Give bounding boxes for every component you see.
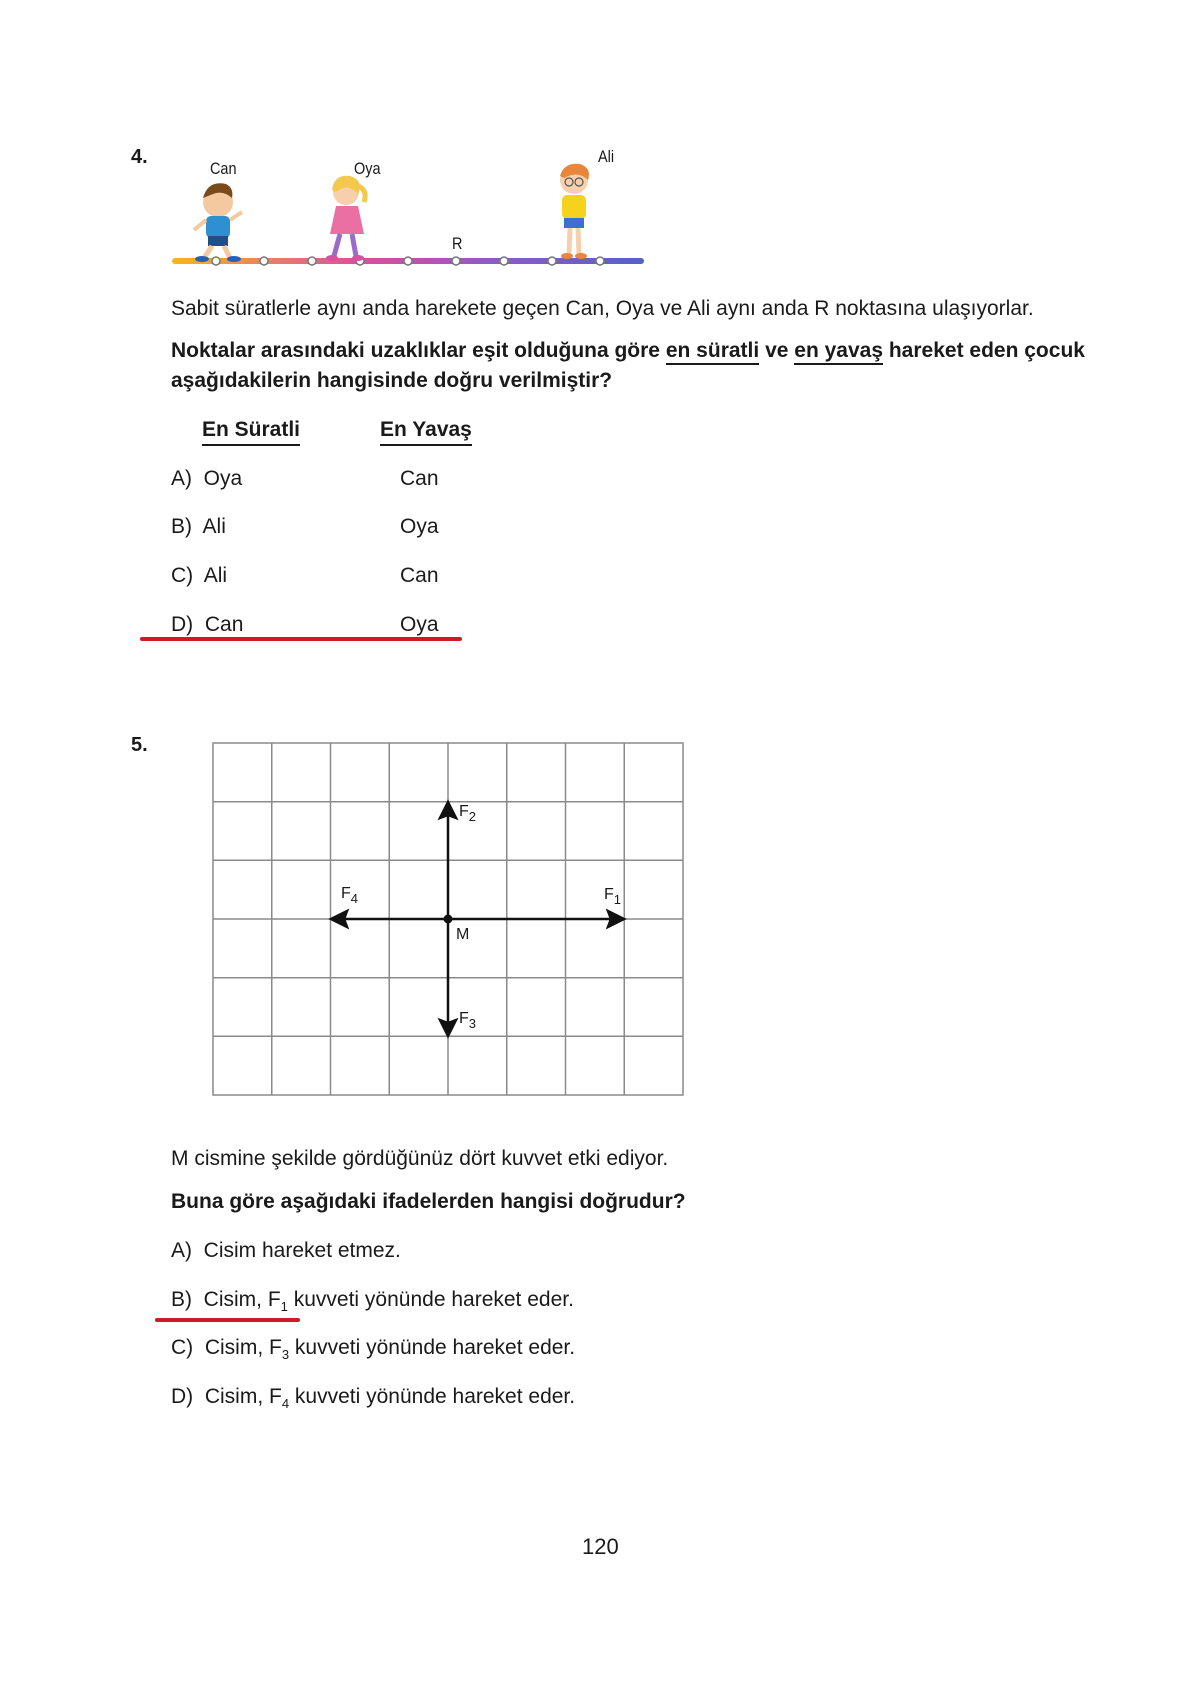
- option-letter: B): [171, 515, 192, 538]
- option-letter: C): [171, 564, 194, 587]
- force-diagram: [212, 742, 686, 1098]
- label-f4: $F_4$: [341, 885, 359, 906]
- q4-question-line1: [171, 337, 1085, 364]
- can-figure: [194, 183, 242, 262]
- q4-option-c[interactable]: [171, 562, 227, 589]
- question-5-number: 5.: [131, 734, 148, 756]
- option-fastest: Oya: [203, 467, 243, 490]
- option-sub: 3: [281, 1347, 290, 1362]
- q4-question-line2: aşağıdakilerin hangisinde doğru verilmiştir?: [171, 369, 613, 392]
- q4-option-d[interactable]: [171, 611, 243, 638]
- q4-option-c-slowest: Can: [400, 564, 439, 587]
- q5-option-a[interactable]: [171, 1237, 401, 1264]
- q4-question-part2: hareket eden çocuk: [888, 339, 1085, 362]
- option-sub: 1: [280, 1299, 288, 1314]
- label-ali: Ali: [598, 147, 615, 166]
- option-sub: 4: [281, 1396, 290, 1411]
- label-f2: $F_2$: [459, 803, 477, 824]
- option-letter: D): [171, 1385, 194, 1408]
- arrowhead-f2: [440, 802, 456, 818]
- q5-option-c[interactable]: [171, 1334, 575, 1364]
- option-text: Cisim, F: [203, 1288, 281, 1311]
- col-header-fastest: En Süratli: [202, 416, 300, 446]
- arrowhead-f1: [608, 911, 624, 927]
- q4-question-slowest: en yavaş: [794, 339, 883, 365]
- question-4-number: 4.: [131, 146, 148, 168]
- oya-figure: [326, 176, 365, 261]
- option-letter: D): [171, 613, 194, 636]
- arrowhead-f4: [331, 911, 347, 927]
- option-text: Cisim, F: [204, 1385, 282, 1408]
- ali-figure: [560, 164, 589, 259]
- option-letter: B): [171, 1288, 192, 1311]
- q4-statement: Sabit süratlerle aynı anda harekete geçen Can, Oya ve Ali aynı anda R noktasına ulaşıyorlar.: [171, 297, 1034, 320]
- q5-option-b[interactable]: [171, 1286, 574, 1316]
- page-number: 120: [582, 1534, 619, 1559]
- point-m: [444, 915, 453, 924]
- option-fastest: Ali: [202, 515, 226, 538]
- q4-option-a-slowest: Can: [400, 467, 439, 490]
- option-letter: C): [171, 1336, 194, 1359]
- option-letter: A): [171, 1239, 192, 1262]
- q4-question-and: ve: [765, 339, 789, 362]
- label-r: R: [452, 234, 463, 253]
- q4-option-d-slowest: Oya: [400, 613, 439, 636]
- option-text-end: kuvveti yönünde hareket eder.: [289, 1385, 576, 1408]
- kids-illustration: [168, 140, 668, 270]
- col-header-slowest: En Yavaş: [380, 416, 472, 446]
- answer-mark-q4: [140, 637, 462, 641]
- label-m: M: [456, 926, 470, 943]
- option-letter: A): [171, 467, 192, 490]
- option-text-end: kuvveti yönünde hareket eder.: [287, 1288, 574, 1311]
- q4-question-fastest: en süratli: [666, 339, 759, 365]
- label-f1: $F_1$: [604, 886, 622, 907]
- option-text: Cisim, F: [204, 1336, 282, 1359]
- label-oya: Oya: [354, 159, 381, 178]
- answer-mark-q5: [155, 1318, 300, 1322]
- q4-option-b[interactable]: [171, 513, 226, 540]
- q4-option-b-slowest: Oya: [400, 515, 439, 538]
- option-fastest: Ali: [203, 564, 228, 587]
- q5-option-d[interactable]: [171, 1383, 575, 1413]
- q5-statement: M cismine şekilde gördüğünüz dört kuvvet etki ediyor.: [171, 1147, 669, 1170]
- label-can: Can: [210, 159, 237, 178]
- q5-question: Buna göre aşağıdaki ifadelerden hangisi doğrudur?: [171, 1190, 686, 1213]
- label-f3: $F_3$: [459, 1010, 477, 1031]
- option-fastest: Can: [204, 613, 244, 636]
- option-text-end: kuvveti yönünde hareket eder.: [289, 1336, 576, 1359]
- option-text: Cisim hareket etmez.: [203, 1239, 401, 1262]
- q4-question-part1: Noktalar arasındaki uzaklıklar eşit olduğuna göre: [171, 339, 660, 362]
- q4-option-a[interactable]: [171, 465, 242, 492]
- arrowhead-f3: [440, 1020, 456, 1036]
